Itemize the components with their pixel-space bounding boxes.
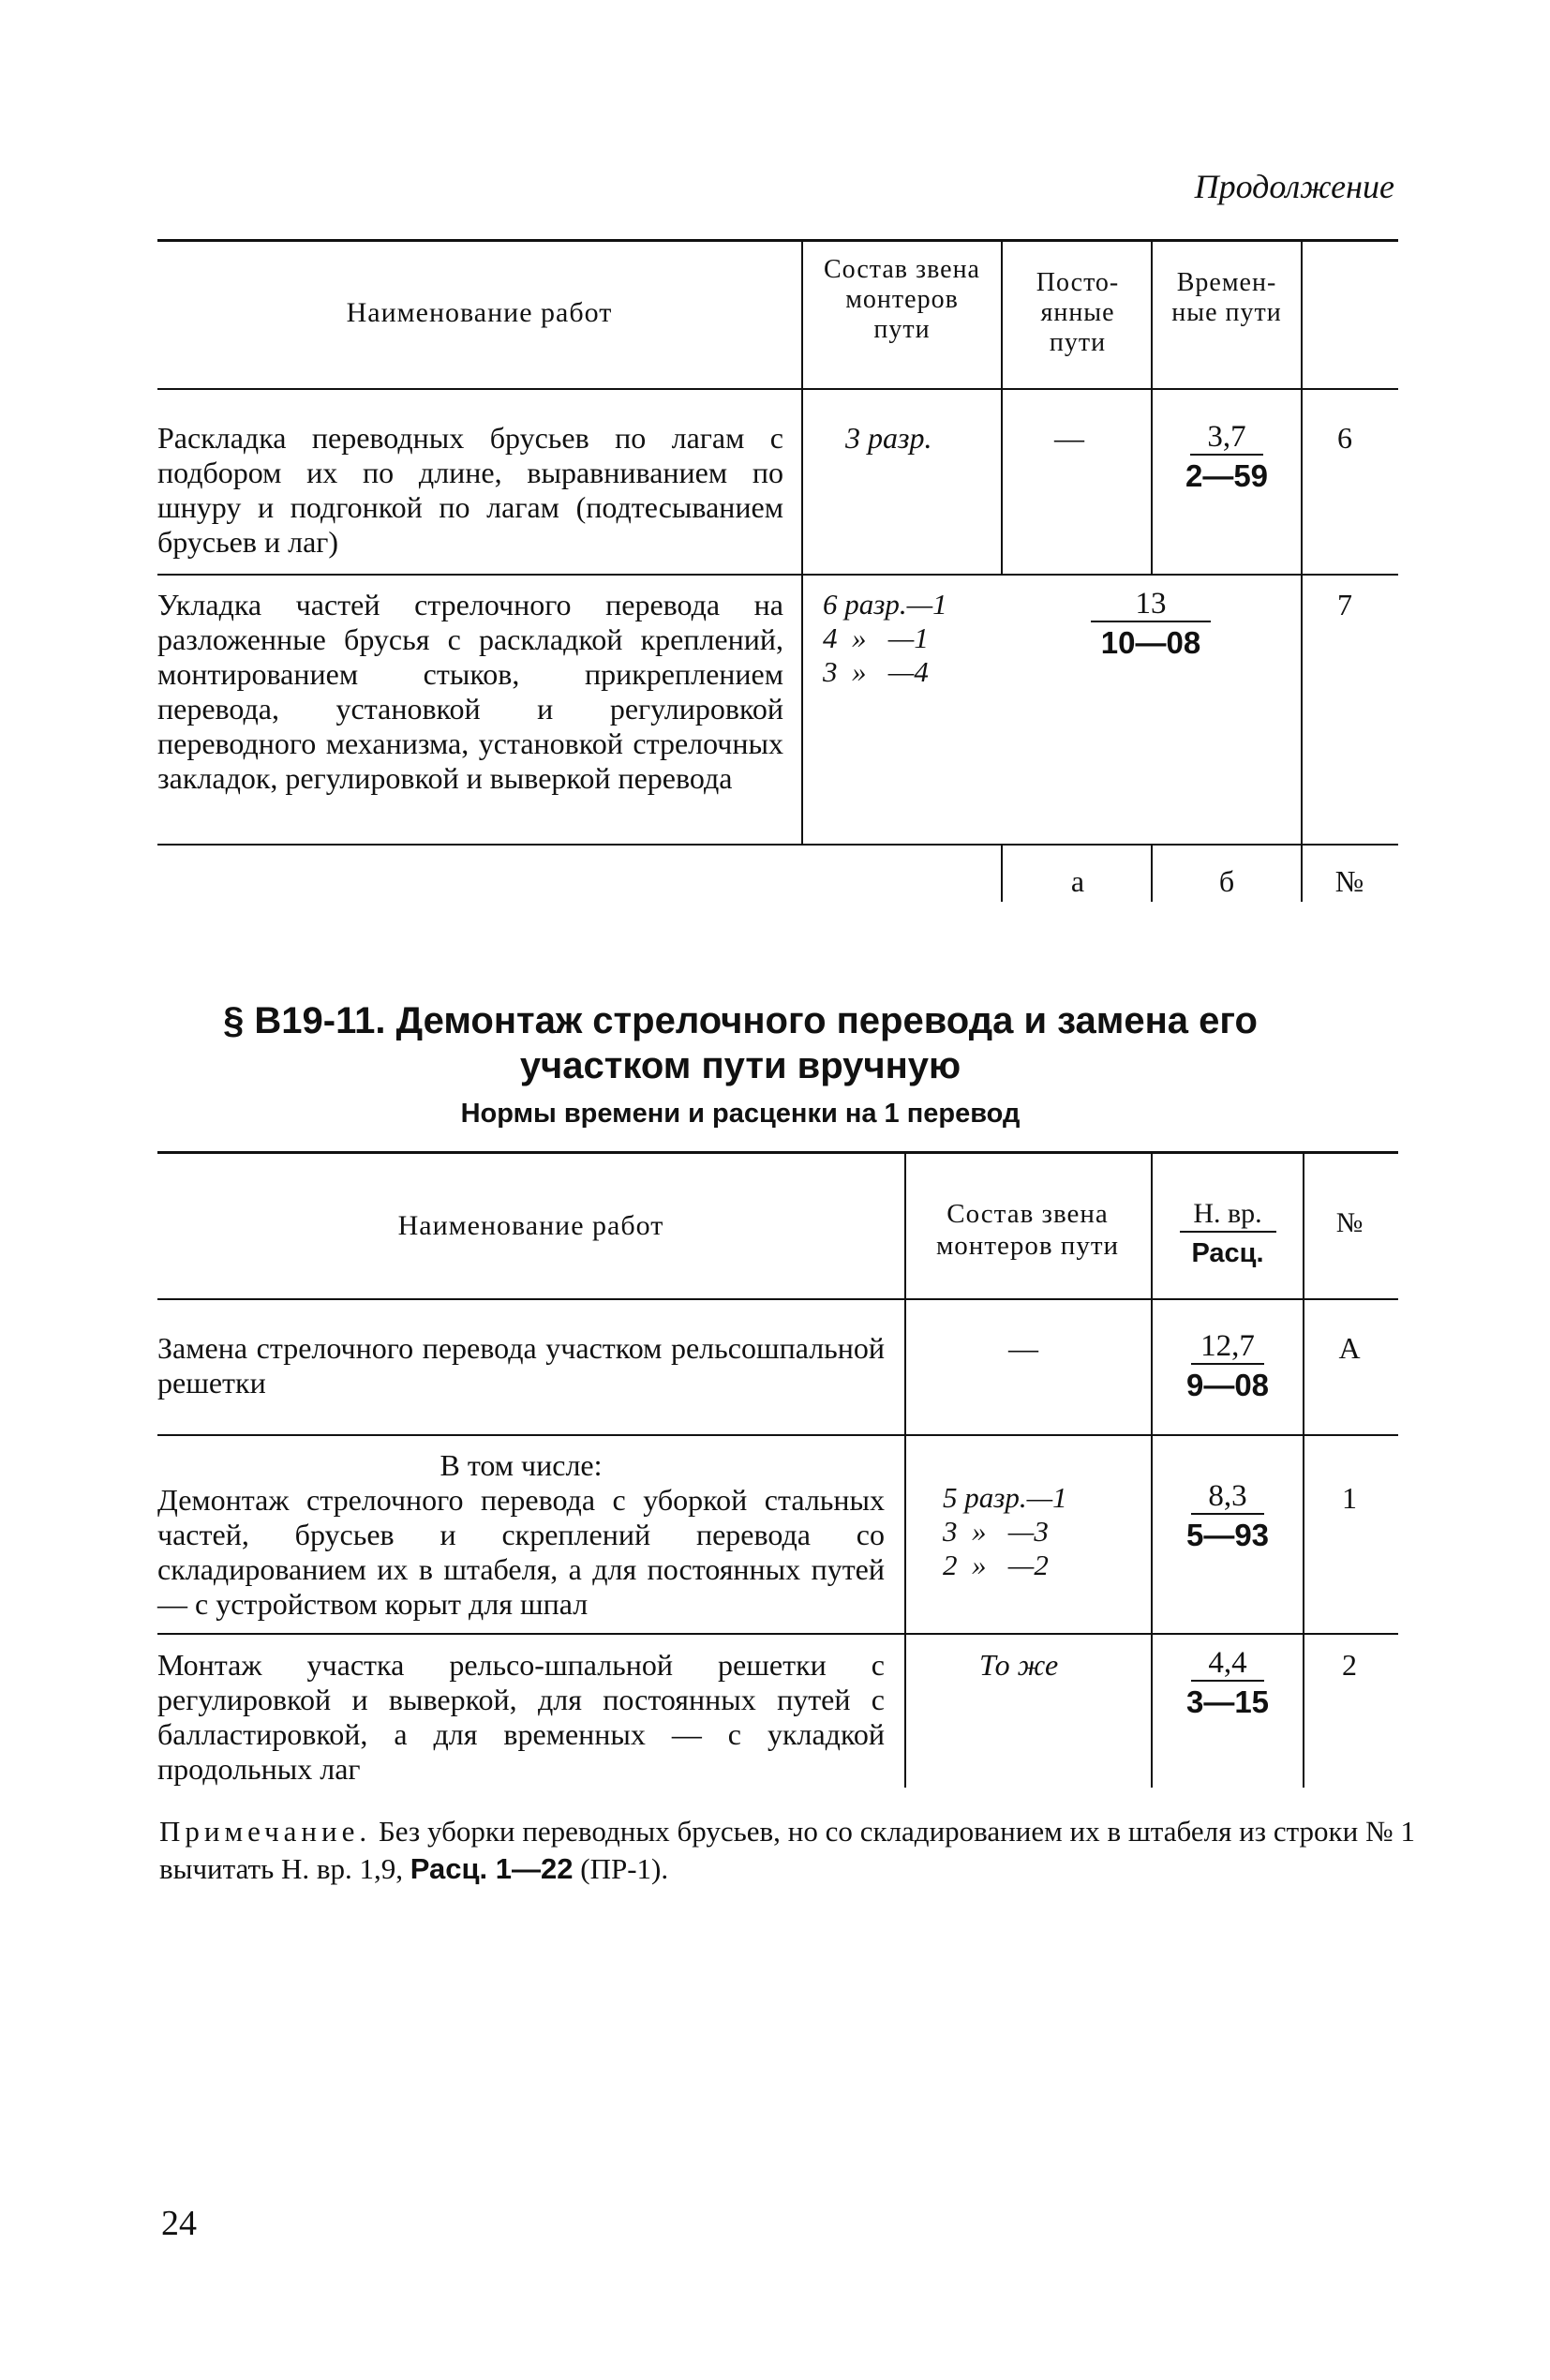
table1-header-rule bbox=[157, 388, 1398, 390]
table1-row7-no: 7 bbox=[1337, 588, 1352, 621]
table2-row-rule bbox=[157, 1633, 1398, 1635]
table1-header-name: Наименование работ bbox=[346, 297, 613, 328]
table1-row6-crew: 3 разр. bbox=[845, 421, 932, 455]
table1-col-rule bbox=[1001, 844, 1003, 902]
table1-footer-no: № bbox=[1334, 864, 1364, 898]
table1-top-rule bbox=[157, 239, 1398, 242]
note-text: Без уборки переводных брусьев, но со складированием их в штабеля из строки № 1 вычитать Н. вр. 1,9, bbox=[159, 1815, 1415, 1885]
rate-value: 2—59 bbox=[1185, 458, 1269, 493]
table1-row6-name: Раскладка переводных брусьев по лагам с подбором их по длине, выравниванием по шнуру и подгонкой по лагам (подтесыванием брусьев и лаг) bbox=[157, 421, 783, 559]
rate-value: 5—93 bbox=[1185, 1518, 1270, 1552]
table1-col-rule bbox=[1151, 844, 1153, 902]
section-title-line2: участком пути вручную bbox=[519, 1045, 961, 1086]
table2-col-rule bbox=[1303, 1152, 1304, 1788]
continuation-label: Продолжение bbox=[1194, 168, 1394, 205]
section-title bbox=[150, 998, 1331, 1088]
table1-col-rule bbox=[1301, 844, 1303, 902]
table2-top-rule bbox=[157, 1151, 1398, 1154]
table1-row-rule bbox=[157, 574, 1398, 576]
norm-header: Н. вр. bbox=[1180, 1197, 1276, 1233]
table1-footer-a: а bbox=[1070, 864, 1085, 898]
table2-header-no: № bbox=[1335, 1207, 1364, 1238]
section-subtitle: Нормы времени и расценки на 1 перевод bbox=[460, 1099, 1021, 1129]
table2-row1-norm bbox=[1160, 1479, 1295, 1556]
norm-value: 13 bbox=[1091, 587, 1211, 622]
table2-rowA-norm bbox=[1160, 1329, 1295, 1406]
table2-row1-intro: В том числе: bbox=[440, 1448, 603, 1482]
table1-col-rule bbox=[1001, 240, 1003, 388]
norm-value: 8,3 bbox=[1191, 1479, 1264, 1515]
table1-header-permanent: Посто-янные пути bbox=[1036, 268, 1120, 357]
table1-footer-b: б bbox=[1218, 864, 1235, 898]
table2-header-crew: Состав звена монтеров пути bbox=[935, 1199, 1120, 1261]
norm-value: 4,4 bbox=[1191, 1646, 1264, 1682]
table1-bottom-rule bbox=[157, 844, 1398, 846]
table1-row7-crew: 6 разр.—1 4 » —1 3 » —4 bbox=[823, 588, 947, 688]
table2-row1-name: Демонтаж стрелочного перевода с уборкой стальных частей, брусьев и скреплений перевода со складированием их в штабеля, а для постоянных путей — с устройством корыт для шпал bbox=[157, 1483, 885, 1621]
rate-value: 3—15 bbox=[1185, 1684, 1270, 1719]
norm-value: 12,7 bbox=[1191, 1329, 1264, 1365]
footnote bbox=[159, 1813, 1415, 1888]
table1-row7-name: Укладка частей стрелочного перевода на разложенные брусья с раскладкой креплений, монтированием стыков, прикреплением перевода, установкой и регулировкой переводного механизма, установкой стрелочных закладок, регулировкой и выверкой перевода bbox=[157, 588, 783, 795]
table1-header-temporary: Времен-ные пути bbox=[1171, 268, 1282, 327]
table2-row2-crew: То же bbox=[979, 1648, 1059, 1682]
note-text-end: (ПР-1). bbox=[573, 1852, 669, 1885]
table2-row-rule bbox=[157, 1434, 1398, 1436]
table2-row2-no: 2 bbox=[1342, 1648, 1357, 1682]
page-number: 24 bbox=[161, 2204, 197, 2243]
table2-header-rule bbox=[157, 1298, 1398, 1300]
table2-rowA-crew: — bbox=[1008, 1331, 1038, 1365]
rate-header: Расц. bbox=[1191, 1238, 1264, 1268]
table1-row6-permanent: — bbox=[1054, 421, 1084, 455]
table2-header-name: Наименование работ bbox=[397, 1210, 664, 1241]
section-title-line1: § В19-11. Демонтаж стрелочного перевода и замена его bbox=[223, 1000, 1258, 1041]
table2-rowA-no: А bbox=[1338, 1331, 1361, 1365]
table2-row1-no: 1 bbox=[1342, 1481, 1357, 1515]
table1-col-rule bbox=[1151, 240, 1153, 574]
table2-row1-crew: 5 разр.—1 3 » —3 2 » —2 bbox=[943, 1481, 1067, 1581]
table1-row7-merged bbox=[1003, 587, 1299, 664]
note-rate: Расц. 1—22 bbox=[410, 1852, 574, 1885]
table1-row6-temporary bbox=[1160, 420, 1293, 497]
table2-col-rule bbox=[904, 1152, 906, 1788]
table2-rowA-name: Замена стрелочного перевода участком рельсошпальной решетки bbox=[157, 1331, 885, 1400]
note-label: Примечание. bbox=[159, 1815, 372, 1848]
norm-value: 3,7 bbox=[1190, 420, 1263, 456]
table1-header-crew: Состав звена монтеров пути bbox=[824, 255, 980, 344]
table1-col-rule bbox=[1001, 388, 1003, 574]
table1-col-rule bbox=[1301, 240, 1303, 844]
table2-header-norm bbox=[1160, 1197, 1295, 1274]
table2-row2-norm bbox=[1160, 1646, 1295, 1723]
rate-value: 10—08 bbox=[1100, 625, 1201, 660]
table2-col-rule bbox=[1151, 1152, 1153, 1788]
rate-value: 9—08 bbox=[1185, 1368, 1270, 1402]
table2-row2-name: Монтаж участка рельсо-шпальной решетки с регулировкой и выверкой, для постоянных путей с балластировкой, а для временных — с укладкой продольных лаг bbox=[157, 1648, 885, 1786]
table1-col-rule bbox=[801, 240, 803, 844]
table1-row6-no: 6 bbox=[1337, 421, 1352, 455]
